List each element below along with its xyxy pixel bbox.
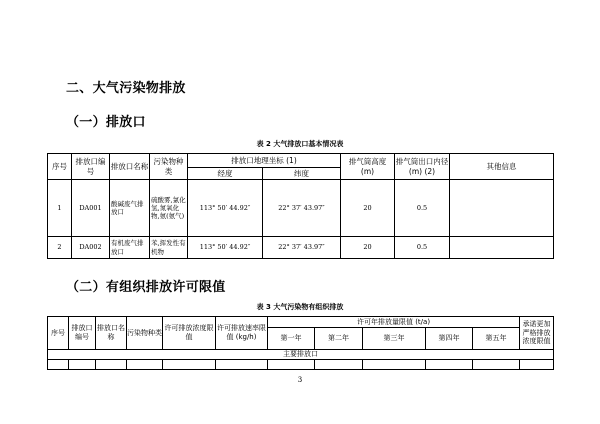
header-longitude: 经度 [188, 168, 263, 180]
cell-seq: 1 [48, 180, 72, 237]
cell-pollutants: 硫酸雾,氯化氢,氮氧化物,氨(氨气) [150, 180, 188, 237]
header-seq: 序号 [48, 317, 69, 350]
header-year-4: 第四年 [426, 328, 473, 350]
cell-latitude: 22° 37′ 43.97″ [263, 180, 341, 237]
cell-stack-height: 20 [341, 237, 395, 259]
header-pollutant-type: 污染物种类 [150, 154, 188, 180]
header-stack-height: 排气筒高度 (m) [341, 154, 395, 180]
cell-latitude: 22° 37′ 43.97″ [263, 237, 341, 259]
outlet-basic-info-table [47, 153, 554, 259]
table-row [48, 360, 554, 370]
table-row [48, 180, 554, 237]
header-stack-diameter: 排气筒出口内径 (m) (2) [395, 154, 450, 180]
header-latitude: 纬度 [263, 168, 341, 180]
group-row-main-outlets: 主要排放口 [48, 350, 554, 360]
cell-seq: 2 [48, 237, 72, 259]
header-annual-emission: 许可年排放量限值 (t/a) [268, 317, 520, 328]
header-year-5: 第五年 [473, 328, 520, 350]
cell-stack-diameter: 0.5 [395, 180, 450, 237]
table-row [48, 350, 554, 360]
organized-emission-limits-table [47, 316, 554, 370]
header-stricter-limit: 承诺更加严格排放浓度限值 [520, 317, 554, 350]
header-outlet-name: 排放口名称 [96, 317, 127, 350]
section-heading: 二、大气污染物排放 [66, 81, 186, 96]
header-outlet-code: 排放口编号 [72, 154, 110, 180]
cell-stack-diameter: 0.5 [395, 237, 450, 259]
header-year-3: 第三年 [363, 328, 426, 350]
cell-longitude: 113° 50′ 44.92″ [188, 237, 263, 259]
cell-outlet-name: 酸碱废气排放口 [110, 180, 150, 237]
cell-outlet-code: DA002 [72, 237, 110, 259]
cell-stack-height: 20 [341, 180, 395, 237]
header-year-2: 第二年 [315, 328, 363, 350]
table2-caption: 表 2 大气排放口基本情况表 [256, 140, 344, 148]
table-row [48, 237, 554, 259]
subsection-heading-outlets: （一）排放口 [66, 115, 146, 130]
cell-longitude: 113° 50′ 44.92″ [188, 180, 263, 237]
header-year-1: 第一年 [268, 328, 315, 350]
header-permitted-concentration: 许可排放浓度限值 [163, 317, 216, 350]
table3-caption: 表 3 大气污染物有组织排放 [256, 303, 344, 311]
cell-outlet-name: 有机废气排放口 [110, 237, 150, 259]
cell-pollutants: 苯,挥发性有机物 [150, 237, 188, 259]
cell-other-info [450, 180, 554, 237]
header-other-info: 其他信息 [450, 154, 554, 180]
cell-other-info [450, 237, 554, 259]
header-pollutant-type: 污染物种类 [127, 317, 163, 350]
header-outlet-code: 排放口编号 [69, 317, 96, 350]
header-coordinates: 排放口地理坐标 (1) [188, 154, 341, 168]
subsection-heading-limits: （二）有组织排放许可限值 [66, 280, 226, 295]
page-number: 3 [297, 376, 303, 384]
header-seq: 序号 [48, 154, 72, 180]
header-outlet-name: 排放口名称 [110, 154, 150, 180]
cell-outlet-code: DA001 [72, 180, 110, 237]
header-permitted-rate: 许可排放速率限值 (kg/h) [216, 317, 268, 350]
